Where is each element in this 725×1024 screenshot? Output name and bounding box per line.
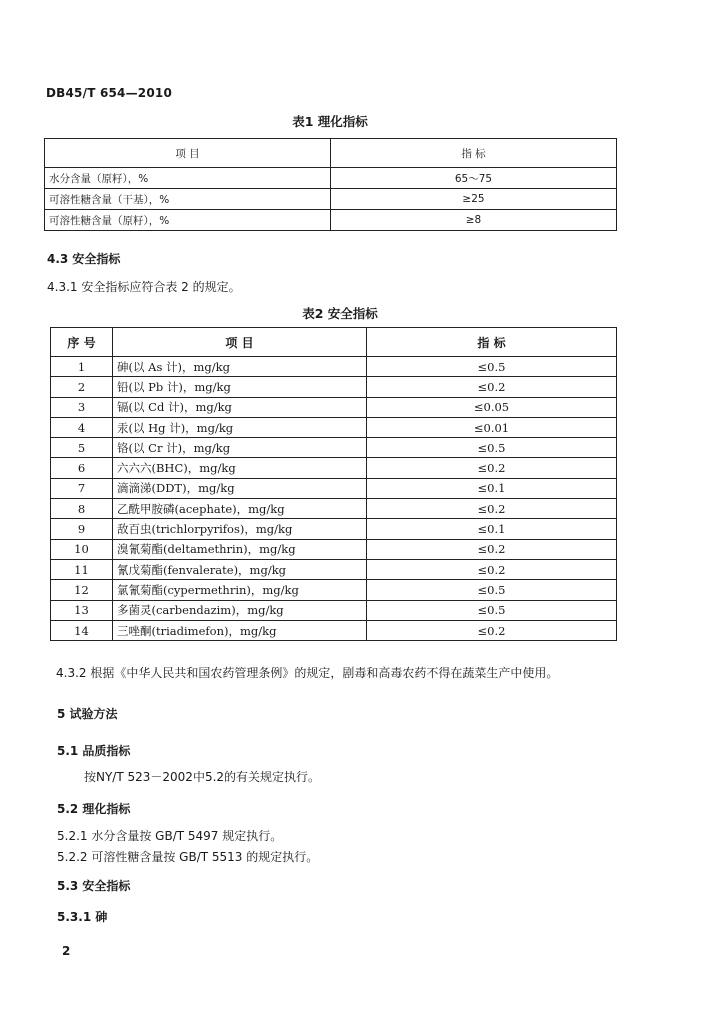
cell-value: ≤0.5 — [367, 438, 617, 458]
section-heading-4-3: 4.3 安全指标 — [47, 252, 121, 266]
table-row — [51, 458, 617, 478]
cell-number: 11 — [51, 559, 113, 579]
section-heading-5: 5 试验方法 — [57, 707, 118, 721]
table-safety-indicators — [50, 327, 617, 641]
cell-number: 2 — [51, 377, 113, 397]
column-header-item: 项 目 — [113, 328, 367, 357]
cell-number: 8 — [51, 499, 113, 519]
cell-value: ≤0.1 — [367, 519, 617, 539]
cell-item: 六六六(BHC)，mg/kg — [113, 458, 367, 478]
clause-5-1-text: 按NY/T 523－2002中5.2的有关规定执行。 — [84, 770, 321, 784]
table-header-row — [51, 328, 617, 357]
cell-number: 4 — [51, 417, 113, 437]
cell-value: 65～75 — [331, 168, 617, 189]
table2-caption: 表2 安全指标 — [302, 306, 378, 321]
cell-value: ≤0.2 — [367, 499, 617, 519]
column-header-number: 序 号 — [51, 328, 113, 357]
cell-value: ≤0.1 — [367, 478, 617, 498]
cell-value: ≤0.2 — [367, 539, 617, 559]
section-heading-5-2: 5.2 理化指标 — [57, 802, 131, 816]
table-row — [51, 499, 617, 519]
cell-value: ≤0.2 — [367, 620, 617, 640]
section-heading-5-1: 5.1 品质指标 — [57, 744, 131, 758]
table-row — [51, 417, 617, 437]
cell-item: 多菌灵(carbendazim)，mg/kg — [113, 600, 367, 620]
cell-number: 12 — [51, 580, 113, 600]
table-row — [51, 377, 617, 397]
cell-number: 10 — [51, 539, 113, 559]
table-row — [45, 210, 617, 231]
cell-item: 氰戊菊酯(fenvalerate)，mg/kg — [113, 559, 367, 579]
clause-5-3-1: 5.3.1 砷 — [57, 910, 108, 924]
cell-item: 溴氰菊酯(deltamethrin)，mg/kg — [113, 539, 367, 559]
cell-item: 镉(以 Cd 计)，mg/kg — [113, 397, 367, 417]
cell-item: 可溶性糖含量（原籽），% — [45, 210, 331, 231]
table-header-row — [45, 139, 617, 168]
table-row — [51, 357, 617, 377]
clause-4-3-1: 4.3.1 安全指标应符合表 2 的规定。 — [47, 280, 241, 294]
document-code: DB45/T 654—2010 — [46, 86, 172, 100]
clause-5-2-1: 5.2.1 水分含量按 GB/T 5497 规定执行。 — [57, 829, 283, 843]
cell-item: 砷(以 As 计)，mg/kg — [113, 357, 367, 377]
cell-value: ≤0.2 — [367, 377, 617, 397]
table-row — [51, 600, 617, 620]
cell-value: ≤0.5 — [367, 580, 617, 600]
table-row — [45, 189, 617, 210]
column-header-value: 指 标 — [331, 139, 617, 168]
cell-number: 1 — [51, 357, 113, 377]
table1-caption: 表1 理化指标 — [292, 114, 368, 129]
cell-value: ≥25 — [331, 189, 617, 210]
cell-item: 铅(以 Pb 计)，mg/kg — [113, 377, 367, 397]
cell-value: ≤0.2 — [367, 458, 617, 478]
table-row — [51, 539, 617, 559]
cell-value: ≤0.05 — [367, 397, 617, 417]
cell-value: ≤0.01 — [367, 417, 617, 437]
clause-4-3-2: 4.3.2 根据《中华人民共和国农药管理条例》的规定，剧毒和高毒农药不得在蔬菜生产中使用。 — [56, 666, 559, 680]
table-physicochemical — [44, 138, 617, 231]
cell-number: 14 — [51, 620, 113, 640]
table-row — [51, 580, 617, 600]
table-row — [51, 620, 617, 640]
cell-item: 敌百虫(trichlorpyrifos)，mg/kg — [113, 519, 367, 539]
clause-5-2-2: 5.2.2 可溶性糖含量按 GB/T 5513 的规定执行。 — [57, 850, 319, 864]
cell-item: 可溶性糖含量（干基），% — [45, 189, 331, 210]
cell-value: ≤0.5 — [367, 357, 617, 377]
cell-number: 13 — [51, 600, 113, 620]
table-row — [51, 519, 617, 539]
table-row — [51, 559, 617, 579]
page-number: 2 — [62, 944, 71, 958]
cell-number: 7 — [51, 478, 113, 498]
cell-item: 氯氰菊酯(cypermethrin)，mg/kg — [113, 580, 367, 600]
table-row — [51, 438, 617, 458]
table-row — [51, 397, 617, 417]
cell-item: 水分含量（原籽），% — [45, 168, 331, 189]
cell-item: 铬(以 Cr 计)，mg/kg — [113, 438, 367, 458]
column-header-item: 项 目 — [45, 139, 331, 168]
cell-number: 9 — [51, 519, 113, 539]
cell-number: 6 — [51, 458, 113, 478]
cell-item: 乙酰甲胺磷(acephate)，mg/kg — [113, 499, 367, 519]
table-row — [45, 168, 617, 189]
cell-value: ≤0.5 — [367, 600, 617, 620]
table-row — [51, 478, 617, 498]
column-header-value: 指 标 — [367, 328, 617, 357]
cell-number: 3 — [51, 397, 113, 417]
cell-item: 汞(以 Hg 计)，mg/kg — [113, 417, 367, 437]
cell-item: 滴滴涕(DDT)，mg/kg — [113, 478, 367, 498]
section-heading-5-3: 5.3 安全指标 — [57, 879, 131, 893]
cell-number: 5 — [51, 438, 113, 458]
cell-value: ≤0.2 — [367, 559, 617, 579]
cell-value: ≥8 — [331, 210, 617, 231]
cell-item: 三唑酮(triadimefon)，mg/kg — [113, 620, 367, 640]
